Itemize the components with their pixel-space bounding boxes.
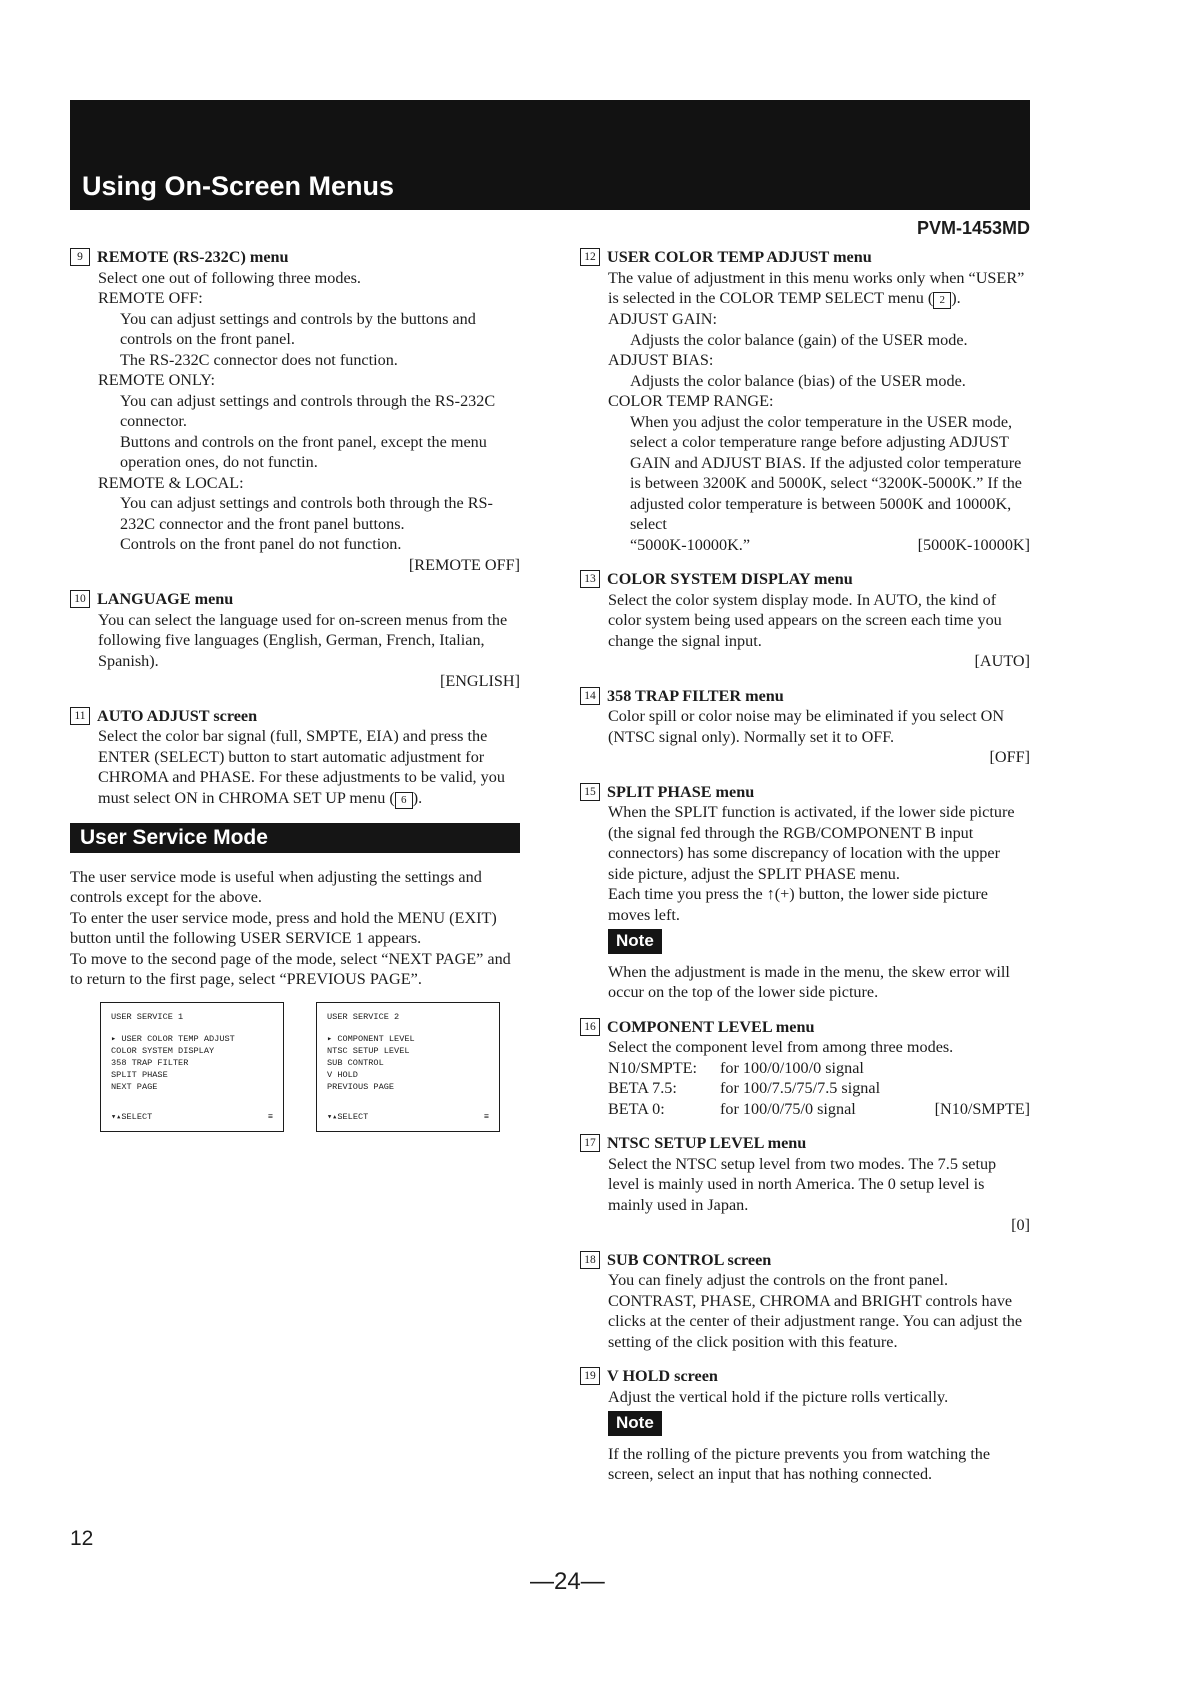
section-auto-adjust	[70, 706, 520, 809]
section-heading	[580, 686, 1030, 707]
osd-item: SPLIT PHASE	[111, 1069, 168, 1080]
mode-name: REMOTE OFF:	[98, 289, 203, 307]
osd-item: PREVIOUS PAGE	[327, 1081, 395, 1092]
item-desc-end: “5000K-10000K.”	[630, 535, 751, 554]
item-desc: Adjusts the color balance (bias) of the USER mode.	[630, 371, 966, 390]
osd-footer: ▾▴SELECT	[111, 1111, 153, 1122]
section-heading	[70, 706, 520, 727]
menu-icon: ≡	[267, 1111, 273, 1122]
item-desc: When you adjust the color temperature in the USER mode, select a color temperature range before adjusting ADJUST GAIN and ADJUST BIAS. If the adjusted color temperature is between 3200K and 5000K, select “3200K-5000K.” If the adjusted color temperature is between 5000K and 10000K, select	[630, 412, 1022, 533]
section-heading	[580, 1250, 1030, 1271]
osd-title: USER SERVICE 1	[111, 1011, 184, 1022]
section-title: NTSC SETUP LEVEL menu	[607, 1134, 807, 1152]
page-title: Using On-Screen Menus	[82, 171, 395, 201]
section-title: REMOTE (RS-232C) menu	[97, 248, 289, 266]
section-title: V HOLD screen	[607, 1367, 718, 1385]
section-title: LANGUAGE menu	[97, 590, 234, 608]
osd-item: NTSC SETUP LEVEL	[327, 1045, 410, 1056]
section-component-level	[580, 1017, 1030, 1120]
page-number: 12	[70, 1527, 94, 1550]
mode-desc: You can adjust settings and controls by the buttons and controls on the front panel.	[120, 309, 476, 348]
section-heading	[70, 589, 520, 610]
mode-value: for 100/7.5/75/7.5 signal	[720, 1079, 881, 1097]
section-color-system	[580, 569, 1030, 672]
mode-name: REMOTE & LOCAL:	[98, 473, 244, 492]
section-title: 358 TRAP FILTER menu	[607, 686, 784, 705]
model-number: PVM-1453MD	[916, 218, 1030, 238]
folio-number: —24—	[530, 1568, 605, 1595]
left-column	[70, 247, 520, 1132]
mode-desc: The RS-232C connector does not function.	[120, 350, 398, 369]
section-heading	[580, 569, 1030, 590]
item-number: 18	[580, 1251, 600, 1269]
user-service-para: The user service mode is useful when adjusting the settings and controls except for the above.	[70, 867, 482, 906]
section-heading	[580, 782, 1030, 803]
section-text: You can finely adjust the controls on the front panel. CONTRAST, PHASE, CHROMA and BRIGHT controls have clicks at the center of their adjustment range. You can adjust the setting of the click position with this feature.	[608, 1271, 1023, 1351]
item-number: 12	[580, 248, 600, 266]
section-split-phase	[580, 782, 1030, 1003]
mode-name: N10/SMPTE:	[608, 1058, 698, 1077]
item-name: COLOR TEMP RANGE:	[608, 392, 774, 410]
osd-item: ▸ USER COLOR TEMP ADJUST	[111, 1033, 235, 1044]
osd-screens	[70, 1002, 520, 1132]
section-title: USER COLOR TEMP ADJUST menu	[607, 248, 872, 266]
item-name: ADJUST GAIN:	[608, 310, 717, 328]
item-number: 11	[70, 707, 90, 725]
section-text: Adjust the vertical hold if the picture rolls vertically.	[608, 1387, 949, 1406]
note-text: When the adjustment is made in the menu, the skew error will occur on the top of the lower side picture.	[608, 962, 1010, 1001]
section-title: SPLIT PHASE menu	[607, 782, 755, 801]
text-part: ).	[951, 289, 961, 307]
default-value: [N10/SMPTE]	[934, 1099, 1030, 1118]
default-value: [OFF]	[989, 748, 1030, 766]
section-remote	[70, 247, 520, 575]
item-number: 16	[580, 1018, 600, 1036]
item-number: 14	[580, 687, 600, 705]
note-badge: Note	[608, 1411, 662, 1436]
default-value: [ENGLISH]	[439, 672, 520, 690]
section-intro	[608, 268, 1030, 310]
osd-user-service-1	[100, 1002, 284, 1132]
section-intro: Select one out of following three modes.	[98, 268, 361, 287]
section-text: Each time you press the ↑(+) button, the lower side picture moves left.	[608, 885, 988, 924]
mode-name: BETA 7.5:	[608, 1079, 677, 1097]
section-text: Color spill or color noise may be eliminated if you select ON (NTSC signal only). Normally set it to OFF.	[608, 707, 1005, 746]
osd-item: SUB CONTROL	[327, 1057, 384, 1068]
mode-value: for 100/0/75/0 signal	[720, 1099, 856, 1118]
mode-desc: Controls on the front panel do not function.	[120, 535, 402, 553]
item-number: 10	[70, 590, 90, 608]
item-number: 13	[580, 570, 600, 588]
section-banner	[70, 100, 1030, 210]
reference-number: 2	[933, 292, 951, 309]
osd-item: V HOLD	[327, 1069, 358, 1080]
default-value: [0]	[1011, 1216, 1030, 1234]
mode-name: REMOTE ONLY:	[98, 371, 215, 389]
section-heading	[70, 247, 520, 268]
mode-table	[608, 1058, 1030, 1120]
item-number: 19	[580, 1367, 600, 1385]
section-language	[70, 589, 520, 692]
user-service-para: To move to the second page of the mode, select “NEXT PAGE” and to return to the first page, select “PREVIOUS PAGE”.	[70, 949, 511, 988]
item-number: 17	[580, 1134, 600, 1152]
section-heading	[580, 1133, 1030, 1154]
section-v-hold	[580, 1366, 1030, 1485]
section-heading	[580, 247, 1030, 268]
item-number: 9	[70, 248, 90, 266]
mode-desc: Buttons and controls on the front panel, except the menu operation ones, do not functin.	[120, 432, 487, 471]
note-badge: Note	[608, 929, 662, 954]
reference-number: 6	[395, 792, 413, 809]
section-text	[70, 726, 520, 809]
osd-item: NEXT PAGE	[111, 1081, 158, 1092]
osd-title: USER SERVICE 2	[327, 1011, 400, 1022]
user-service-heading: User Service Mode	[70, 823, 520, 853]
item-name: ADJUST BIAS:	[608, 351, 714, 369]
osd-item: 358 TRAP FILTER	[111, 1057, 189, 1068]
section-title: SUB CONTROL screen	[607, 1250, 772, 1269]
user-service-para: To enter the user service mode, press and hold the MENU (EXIT) button until the following USER SERVICE 1 appears.	[70, 908, 497, 947]
note-text: If the rolling of the picture prevents you from watching the screen, select an input that has nothing connected.	[608, 1444, 991, 1483]
osd-item: COLOR SYSTEM DISPLAY	[111, 1045, 215, 1056]
osd-item: ▸ COMPONENT LEVEL	[327, 1033, 415, 1044]
section-heading	[580, 1366, 1030, 1387]
section-user-color-temp	[580, 247, 1030, 555]
section-heading	[580, 1017, 1030, 1038]
section-sub-control	[580, 1250, 1030, 1353]
section-text: Select the color system display mode. In AUTO, the kind of color system being used appears on the screen each time you change the signal input.	[608, 590, 1002, 650]
default-value: [AUTO]	[974, 652, 1030, 670]
section-text: You can select the language used for on-screen menus from the following five languages (English, German, French, Italian, Spanish).	[98, 610, 508, 670]
section-title: COMPONENT LEVEL menu	[607, 1017, 815, 1036]
section-trap-filter	[580, 686, 1030, 768]
mode-name: BETA 0:	[608, 1099, 665, 1118]
mode-value: for 100/0/100/0 signal	[720, 1058, 864, 1077]
right-column	[580, 247, 1030, 1499]
osd-user-service-2	[316, 1002, 500, 1132]
section-title: AUTO ADJUST screen	[97, 706, 258, 725]
mode-desc: You can adjust settings and controls through the RS-232C connector.	[120, 391, 496, 430]
section-title: COLOR SYSTEM DISPLAY menu	[607, 570, 853, 588]
text-part: The value of adjustment in this menu works only when “USER” is selected in the COLOR TEMP SELECT menu (	[608, 268, 1025, 307]
default-value: [REMOTE OFF]	[408, 555, 520, 574]
mode-desc: You can adjust settings and controls both through the RS-232C connector and the front panel buttons.	[120, 494, 493, 533]
item-number: 15	[580, 783, 600, 801]
default-value: [5000K-10000K]	[917, 535, 1030, 554]
menu-icon: ≡	[483, 1111, 489, 1122]
text-part: ).	[412, 788, 423, 807]
section-text: When the SPLIT function is activated, if the lower side picture (the signal fed through the RGB/COMPONENT B input connectors) has some discrepancy of location with the upper side picture, adjust the SPLIT PHASE menu.	[608, 803, 1015, 883]
section-text: Select the NTSC setup level from two modes. The 7.5 setup level is mainly used in north America. The 0 setup level is mainly used in Japan.	[608, 1154, 997, 1214]
section-ntsc-setup	[580, 1133, 1030, 1236]
section-text: Select the component level from among three modes.	[608, 1038, 954, 1056]
osd-footer: ▾▴SELECT	[327, 1111, 369, 1122]
item-desc: Adjusts the color balance (gain) of the USER mode.	[630, 330, 968, 349]
text-part: Select the color bar signal (full, SMPTE, EIA) and press the ENTER (SELECT) button to start automatic adjustment for CHROMA and PHASE. For these adjustments to be valid, you must select ON in CHROMA SET UP menu (	[98, 727, 505, 807]
